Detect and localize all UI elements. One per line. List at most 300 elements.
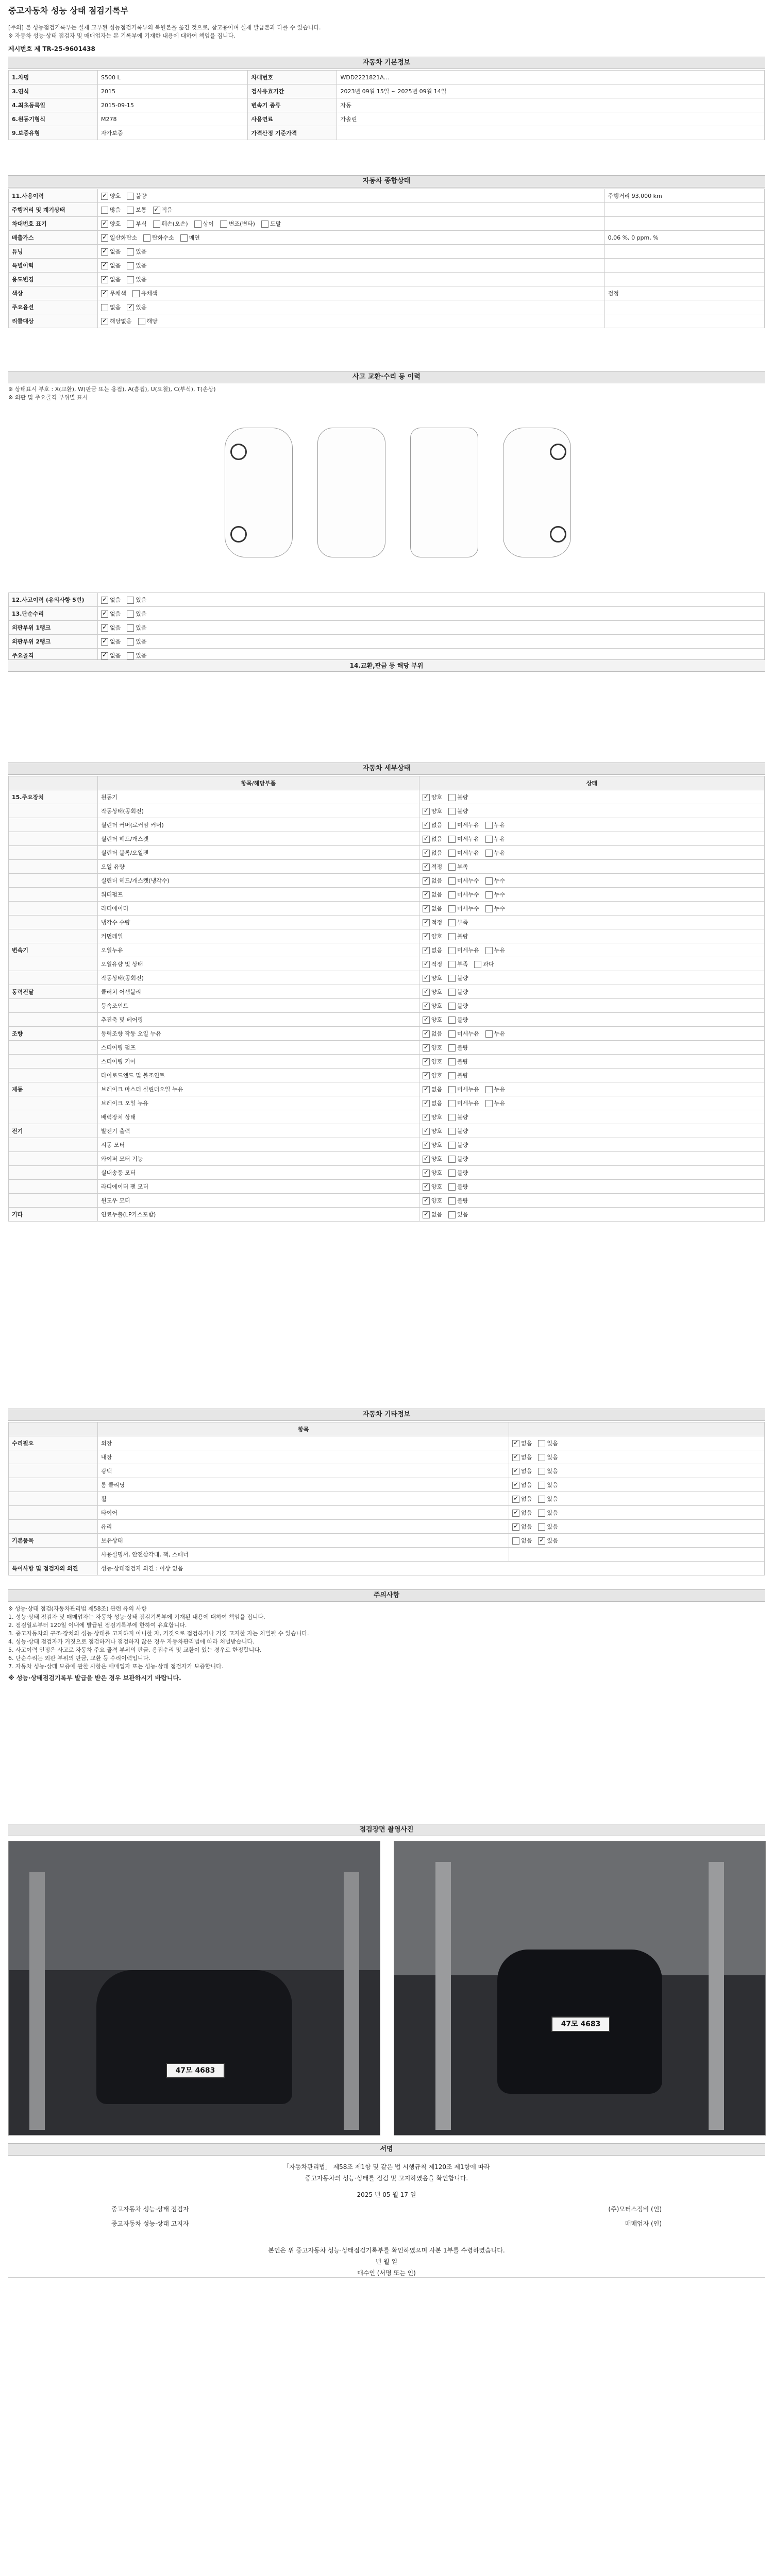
option: 불량 [448, 1128, 468, 1134]
field-label: 배출가스 [9, 231, 98, 245]
table-row [9, 1152, 765, 1166]
license-plate: 47모 4683 [551, 2016, 610, 2032]
checkbox[interactable] [448, 905, 456, 912]
table-row [9, 1562, 765, 1575]
wheel-icon [230, 444, 247, 460]
checkbox[interactable] [143, 234, 150, 242]
option: ✓ 없음 [101, 624, 121, 631]
field-value [337, 126, 765, 140]
checkbox[interactable] [423, 905, 430, 912]
option: 유채색 [132, 290, 158, 297]
checkbox[interactable] [448, 1003, 456, 1010]
checkbox[interactable] [448, 1197, 456, 1205]
checkbox[interactable] [423, 1183, 430, 1191]
checkbox[interactable] [127, 248, 134, 256]
field-options [419, 929, 764, 943]
checkbox[interactable] [538, 1523, 545, 1531]
checkbox[interactable] [220, 221, 227, 228]
field-options [419, 985, 764, 999]
field-options [509, 1520, 765, 1534]
checkbox[interactable] [485, 1100, 493, 1107]
table-row [9, 189, 765, 203]
field-options [419, 1138, 764, 1152]
checkbox[interactable] [127, 611, 134, 618]
checkbox[interactable] [485, 836, 493, 843]
checkbox[interactable] [512, 1454, 519, 1461]
option: 미세누유 [448, 836, 479, 842]
table-row [9, 635, 765, 649]
checkbox[interactable] [261, 221, 268, 228]
checkbox[interactable] [101, 611, 108, 618]
notice-line-1: [주의] 본 성능점검기록부는 실제 교부된 성능점검기록부의 복원본을 옮긴 것으로, 참고용이며 실제 발급본과 다를 수 있습니다. [8, 24, 321, 31]
item-label: 실린더 블록/오일팬 [98, 846, 419, 860]
option: 훼손(오손) [153, 221, 188, 227]
checkbox[interactable] [448, 989, 456, 996]
field-extra [604, 259, 764, 273]
option: ✓ 적정 [423, 961, 442, 968]
field-options [509, 1436, 765, 1450]
field-options [98, 189, 605, 203]
group-label [9, 1013, 98, 1027]
checkbox[interactable] [180, 234, 188, 242]
lift-pillar-left [435, 1862, 451, 2130]
car-frame-diagram [410, 428, 478, 557]
field-options [509, 1534, 765, 1548]
field-options [98, 607, 765, 621]
group-label: 15.주요장치 [9, 790, 98, 804]
photo-ceiling [9, 1841, 380, 1970]
field-options [509, 1478, 765, 1492]
checkbox[interactable] [423, 1086, 430, 1093]
option: 누수 [485, 891, 505, 898]
table-row [9, 1041, 765, 1055]
option: ✓ 없음 [512, 1523, 532, 1530]
checkbox[interactable] [485, 877, 493, 885]
checkbox[interactable] [423, 1114, 430, 1121]
table-row [9, 1520, 765, 1534]
option: 미세누유 [448, 1100, 479, 1107]
option: 미세누수 [448, 877, 479, 884]
field-label: 리콜대상 [9, 314, 98, 328]
section-photo-title: 점검장면 촬영사진 [8, 1824, 765, 1836]
option: ✓ 무채색 [101, 290, 126, 297]
checkbox[interactable] [538, 1440, 545, 1447]
header-cell: 상태 [419, 776, 764, 790]
field-value: M278 [98, 112, 248, 126]
checkbox[interactable] [448, 1114, 456, 1121]
table-row [9, 1027, 765, 1041]
group-label: 전기 [9, 1124, 98, 1138]
table-row [9, 71, 765, 84]
checkbox[interactable] [127, 262, 134, 269]
checkbox[interactable] [423, 1030, 430, 1038]
option: ✓ 양호 [101, 221, 121, 227]
table-row [9, 1208, 765, 1222]
option: ✓ 있음 [538, 1537, 558, 1544]
checkbox[interactable] [448, 919, 456, 926]
table-row [9, 621, 765, 635]
inspector-row [8, 2200, 765, 2218]
option: ✓ 양호 [423, 1197, 442, 1204]
field-options [509, 1464, 765, 1478]
checkbox[interactable] [448, 850, 456, 857]
table-row [9, 1180, 765, 1194]
car-silhouette [96, 1970, 292, 2104]
item-label: 타이어 [98, 1506, 509, 1520]
field-options [419, 1110, 764, 1124]
field-value: 2015-09-15 [98, 98, 248, 112]
item-label: 외장 [98, 1436, 509, 1450]
checkbox[interactable] [448, 1156, 456, 1163]
checkbox[interactable] [423, 891, 430, 899]
option: 변조(변타) [220, 221, 255, 227]
option: ✓ 없음 [423, 1100, 442, 1107]
checkbox[interactable] [512, 1440, 519, 1447]
checkbox[interactable] [512, 1496, 519, 1503]
option: 있음 [538, 1468, 558, 1475]
checkbox[interactable] [448, 1211, 456, 1218]
checkbox[interactable] [538, 1468, 545, 1475]
field-label: 주행거리 및 계기상태 [9, 203, 98, 217]
item-label: 룸 클리닝 [98, 1478, 509, 1492]
option: ✓ 양호 [423, 794, 442, 801]
field-options [98, 635, 765, 649]
table-row [9, 957, 765, 971]
checkbox[interactable] [127, 207, 134, 214]
checkbox[interactable] [127, 652, 134, 659]
table-row [9, 1450, 765, 1464]
checkbox[interactable] [101, 234, 108, 242]
checkbox[interactable] [101, 318, 108, 325]
field-options [98, 259, 605, 273]
page-title: 중고자동차 성능 상태 점검기록부 [8, 6, 129, 15]
checkbox[interactable] [448, 1183, 456, 1191]
field-options [419, 902, 764, 916]
checkbox[interactable] [485, 1086, 493, 1093]
checkbox[interactable] [448, 836, 456, 843]
option: 상이 [194, 221, 214, 227]
item-label: 라디에이터 [98, 902, 419, 916]
checkbox[interactable] [423, 1003, 430, 1010]
checkbox[interactable] [101, 638, 108, 646]
buyer-statement: 본인은 위 중고자동차 성능·상태점검기록부를 확인하였으며 사본 1부를 수령하였습니다. [268, 2247, 505, 2254]
table-row [9, 929, 765, 943]
inspection-photo-front [8, 1841, 380, 2136]
checkbox[interactable] [423, 863, 430, 871]
option: 과다 [474, 961, 494, 968]
item-label: 광택 [98, 1464, 509, 1478]
notifier-label: 중고자동차 성능·상태 고지자 [111, 2220, 189, 2227]
checkbox[interactable] [423, 1170, 430, 1177]
table-row [9, 314, 765, 328]
table-row [9, 1194, 765, 1208]
field-label: 6.원동기형식 [9, 112, 98, 126]
option: 불량 [448, 1003, 468, 1009]
checkbox[interactable] [127, 221, 134, 228]
group-label: 조향 [9, 1027, 98, 1041]
table-row [9, 999, 765, 1013]
checkbox[interactable] [512, 1482, 519, 1489]
option: 해당 [138, 318, 158, 325]
checkbox[interactable] [538, 1537, 545, 1545]
field-value: WDD2221821A... [337, 71, 765, 84]
group-label [9, 818, 98, 832]
sign-statement-2: 중고자동차의 성능·상태를 점검 및 고지하였음을 확인합니다. [305, 2175, 468, 2182]
checkbox[interactable] [448, 1044, 456, 1052]
checkbox[interactable] [448, 794, 456, 801]
checkbox[interactable] [448, 1072, 456, 1079]
option: 있음 [127, 624, 146, 631]
checkbox[interactable] [423, 1197, 430, 1205]
checkbox[interactable] [423, 1058, 430, 1065]
field-options [98, 300, 605, 314]
wheel-icon [550, 526, 566, 543]
checkbox[interactable] [448, 947, 456, 954]
checkbox[interactable] [101, 193, 108, 200]
field-options [419, 804, 764, 818]
field-value: 2015 [98, 84, 248, 98]
checkbox[interactable] [448, 1030, 456, 1038]
option: 있음 [127, 276, 146, 283]
checkbox[interactable] [448, 1128, 456, 1135]
option: ✓ 양호 [423, 975, 442, 981]
item-label: 타이로드엔드 및 볼조인트 [98, 1069, 419, 1082]
notice [8, 24, 765, 40]
checkbox[interactable] [485, 822, 493, 829]
group-label [9, 1069, 98, 1082]
group-label: 수리필요 [9, 1436, 98, 1450]
checkbox[interactable] [448, 891, 456, 899]
group-label [9, 1166, 98, 1180]
checkbox[interactable] [448, 975, 456, 982]
checkbox[interactable] [153, 221, 160, 228]
checkbox[interactable] [448, 1142, 456, 1149]
item-label: 브레이크 마스터 실린더오일 누유 [98, 1082, 419, 1096]
section-basic-title: 자동차 기본정보 [8, 57, 765, 69]
group-label [9, 1506, 98, 1520]
field-options [98, 217, 605, 231]
checkbox[interactable] [538, 1510, 545, 1517]
checkbox[interactable] [423, 1044, 430, 1052]
option: 탄화수소 [143, 234, 174, 241]
checkbox[interactable] [448, 822, 456, 829]
field-extra: 주행거리 93,000 km [604, 189, 764, 203]
checkbox[interactable] [101, 276, 108, 283]
checkbox[interactable] [485, 891, 493, 899]
checkbox[interactable] [127, 597, 134, 604]
checkbox[interactable] [512, 1537, 519, 1545]
field-value: 자동 [337, 98, 765, 112]
field-options [509, 1548, 765, 1562]
checkbox[interactable] [448, 808, 456, 815]
car-diagram [8, 407, 765, 592]
caution-line: 5. 사고이력 인정은 사고로 자동차 주요 골격 부위의 판금, 용접수리 및 교환이 있는 경우로 한정합니다. [8, 1647, 262, 1653]
field-options [419, 957, 764, 971]
checkbox[interactable] [538, 1496, 545, 1503]
section-other-title: 자동차 기타정보 [8, 1409, 765, 1421]
checkbox[interactable] [127, 638, 134, 646]
checkbox[interactable] [448, 1170, 456, 1177]
item-label: 배력장치 상태 [98, 1110, 419, 1124]
table-row [9, 593, 765, 607]
table-row [9, 1436, 765, 1450]
checkbox[interactable] [512, 1510, 519, 1517]
field-label: 특별이력 [9, 259, 98, 273]
option: 누수 [485, 905, 505, 912]
checkbox[interactable] [101, 207, 108, 214]
option: 누유 [485, 1100, 505, 1107]
checkbox[interactable] [101, 248, 108, 256]
checkbox[interactable] [423, 1072, 430, 1079]
option: ✓ 없음 [512, 1440, 532, 1447]
group-label [9, 1194, 98, 1208]
checkbox[interactable] [101, 624, 108, 632]
option: 불량 [448, 1170, 468, 1176]
checkbox[interactable] [101, 221, 108, 228]
checkbox[interactable] [194, 221, 201, 228]
option: ✓ 없음 [101, 597, 121, 603]
checkbox[interactable] [127, 193, 134, 200]
field-options [419, 832, 764, 846]
checkbox[interactable] [512, 1523, 519, 1531]
buyer-sign: 매수인 (서명 또는 인) [357, 2269, 416, 2277]
checkbox[interactable] [138, 318, 145, 325]
checkbox[interactable] [474, 961, 481, 968]
checkbox[interactable] [127, 276, 134, 283]
checkbox[interactable] [423, 808, 430, 815]
item-label: 냉각수 수량 [98, 916, 419, 929]
basic-info-table [8, 70, 765, 140]
field-options [419, 1096, 764, 1110]
checkbox[interactable] [423, 1100, 430, 1107]
group-label [9, 860, 98, 874]
checkbox[interactable] [485, 905, 493, 912]
table-row [9, 84, 765, 98]
checkbox[interactable] [538, 1482, 545, 1489]
checkbox[interactable] [423, 975, 430, 982]
damage-legend-line-2: ※ 외판 및 주요골격 부위별 표시 [8, 394, 88, 401]
checkbox[interactable] [485, 850, 493, 857]
option: 누수 [485, 877, 505, 884]
option: ✓ 없음 [101, 638, 121, 645]
checkbox[interactable] [423, 1156, 430, 1163]
checkbox[interactable] [448, 1086, 456, 1093]
item-label: 작동상태(공회전) [98, 971, 419, 985]
checkbox[interactable] [448, 1100, 456, 1107]
checkbox[interactable] [538, 1454, 545, 1461]
option: 있음 [538, 1523, 558, 1530]
checkbox[interactable] [423, 1142, 430, 1149]
checkbox[interactable] [101, 304, 108, 311]
checkbox[interactable] [448, 933, 456, 940]
table-row [9, 1110, 765, 1124]
checkbox[interactable] [132, 290, 140, 297]
option: ✓ 없음 [101, 276, 121, 283]
checkbox[interactable] [423, 989, 430, 996]
option: ✓ 양호 [423, 1003, 442, 1009]
checkbox[interactable] [423, 1128, 430, 1135]
other-info-table [8, 1422, 765, 1575]
checkbox[interactable] [423, 822, 430, 829]
checkbox[interactable] [423, 836, 430, 843]
checkbox[interactable] [512, 1468, 519, 1475]
option: ✓ 없음 [512, 1510, 532, 1516]
checkbox[interactable] [423, 933, 430, 940]
option: 없음 [101, 304, 121, 311]
table-row [9, 1506, 765, 1520]
option: ✓ 없음 [101, 652, 121, 659]
option: 불량 [448, 1072, 468, 1079]
field-label: 13.단순수리 [9, 607, 98, 621]
signature-block [8, 2161, 765, 2279]
checkbox[interactable] [423, 794, 430, 801]
checkbox[interactable] [448, 863, 456, 871]
field-options [509, 1450, 765, 1464]
option: 미세누수 [448, 905, 479, 912]
checkbox[interactable] [153, 207, 160, 214]
option: 부식 [127, 221, 146, 227]
option: 미세누유 [448, 947, 479, 954]
option: ✓ 없음 [423, 1030, 442, 1037]
checkbox[interactable] [127, 624, 134, 632]
checkbox[interactable] [423, 850, 430, 857]
item-label: 연료누출(LP가스포함) [98, 1208, 419, 1222]
option: ✓ 해당없음 [101, 318, 132, 325]
option: ✓ 양호 [101, 193, 121, 199]
group-label [9, 1492, 98, 1506]
checkbox[interactable] [485, 1030, 493, 1038]
checkbox[interactable] [485, 947, 493, 954]
option: 누유 [485, 1086, 505, 1093]
item-label: 와이퍼 모터 기능 [98, 1152, 419, 1166]
opinion-label: 특이사항 및 점검자의 의견 [9, 1562, 98, 1575]
option: ✓ 없음 [512, 1468, 532, 1475]
option: ✓ 적음 [153, 207, 173, 213]
checkbox[interactable] [423, 919, 430, 926]
checkbox[interactable] [448, 877, 456, 885]
item-label: 작동상태(공회전) [98, 804, 419, 818]
checkbox[interactable] [423, 1211, 430, 1218]
table-row [9, 888, 765, 902]
group-label [9, 1055, 98, 1069]
checkbox[interactable] [423, 1016, 430, 1024]
checkbox[interactable] [448, 961, 456, 968]
item-label: 스티어링 기어 [98, 1055, 419, 1069]
group-label: 제동 [9, 1082, 98, 1096]
checkbox[interactable] [101, 290, 108, 297]
checkbox[interactable] [101, 262, 108, 269]
group-label [9, 874, 98, 888]
field-options [419, 971, 764, 985]
field-label: 용도변경 [9, 273, 98, 286]
table-row [9, 286, 765, 300]
checkbox[interactable] [127, 304, 134, 311]
table-header-row [9, 1422, 765, 1436]
field-label: 1.차명 [9, 71, 98, 84]
group-label [9, 1548, 98, 1562]
lift-pillar-right [344, 1872, 359, 2130]
checkbox[interactable] [448, 1058, 456, 1065]
checkbox[interactable] [448, 1016, 456, 1024]
checkbox[interactable] [423, 877, 430, 885]
checkbox[interactable] [423, 961, 430, 968]
field-options [98, 245, 605, 259]
checkbox[interactable] [101, 652, 108, 659]
option: 보통 [127, 207, 146, 213]
checkbox[interactable] [423, 947, 430, 954]
group-label [9, 902, 98, 916]
checkbox[interactable] [101, 597, 108, 604]
